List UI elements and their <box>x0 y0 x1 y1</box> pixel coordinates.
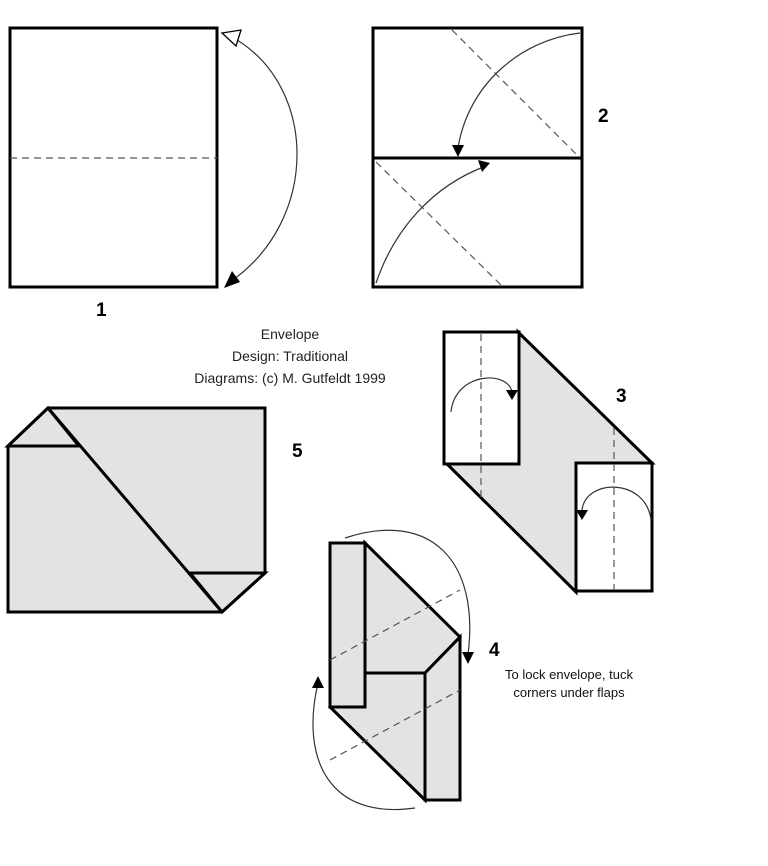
credits <box>194 326 386 386</box>
step-1 <box>10 28 297 321</box>
step-1-arrowhead <box>224 271 240 288</box>
step-1-open-arrowhead <box>222 30 241 46</box>
step-2 <box>373 28 609 287</box>
step-1-fold-arrow <box>230 37 297 282</box>
step-4-note-line-2: corners under flaps <box>513 685 625 700</box>
step-4-arrowhead-top <box>462 652 474 664</box>
step-2-number: 2 <box>598 106 609 127</box>
step-4-number: 4 <box>489 640 500 661</box>
step-4-arrowhead-bottom <box>312 676 324 688</box>
step-4-left-strip <box>330 543 365 707</box>
step-1-paper <box>10 28 217 287</box>
diagram-title: Envelope <box>260 326 320 342</box>
step-1-number: 1 <box>96 300 107 321</box>
step-5-number: 5 <box>292 441 303 462</box>
diagram-credit: Diagrams: (c) M. Gutfeldt 1999 <box>194 370 386 386</box>
step-3 <box>444 332 652 592</box>
step-5 <box>8 408 303 612</box>
design-credit: Design: Traditional <box>232 348 348 364</box>
step-4-note-line-1: To lock envelope, tuck <box>505 667 633 682</box>
step-3-number: 3 <box>616 386 627 407</box>
